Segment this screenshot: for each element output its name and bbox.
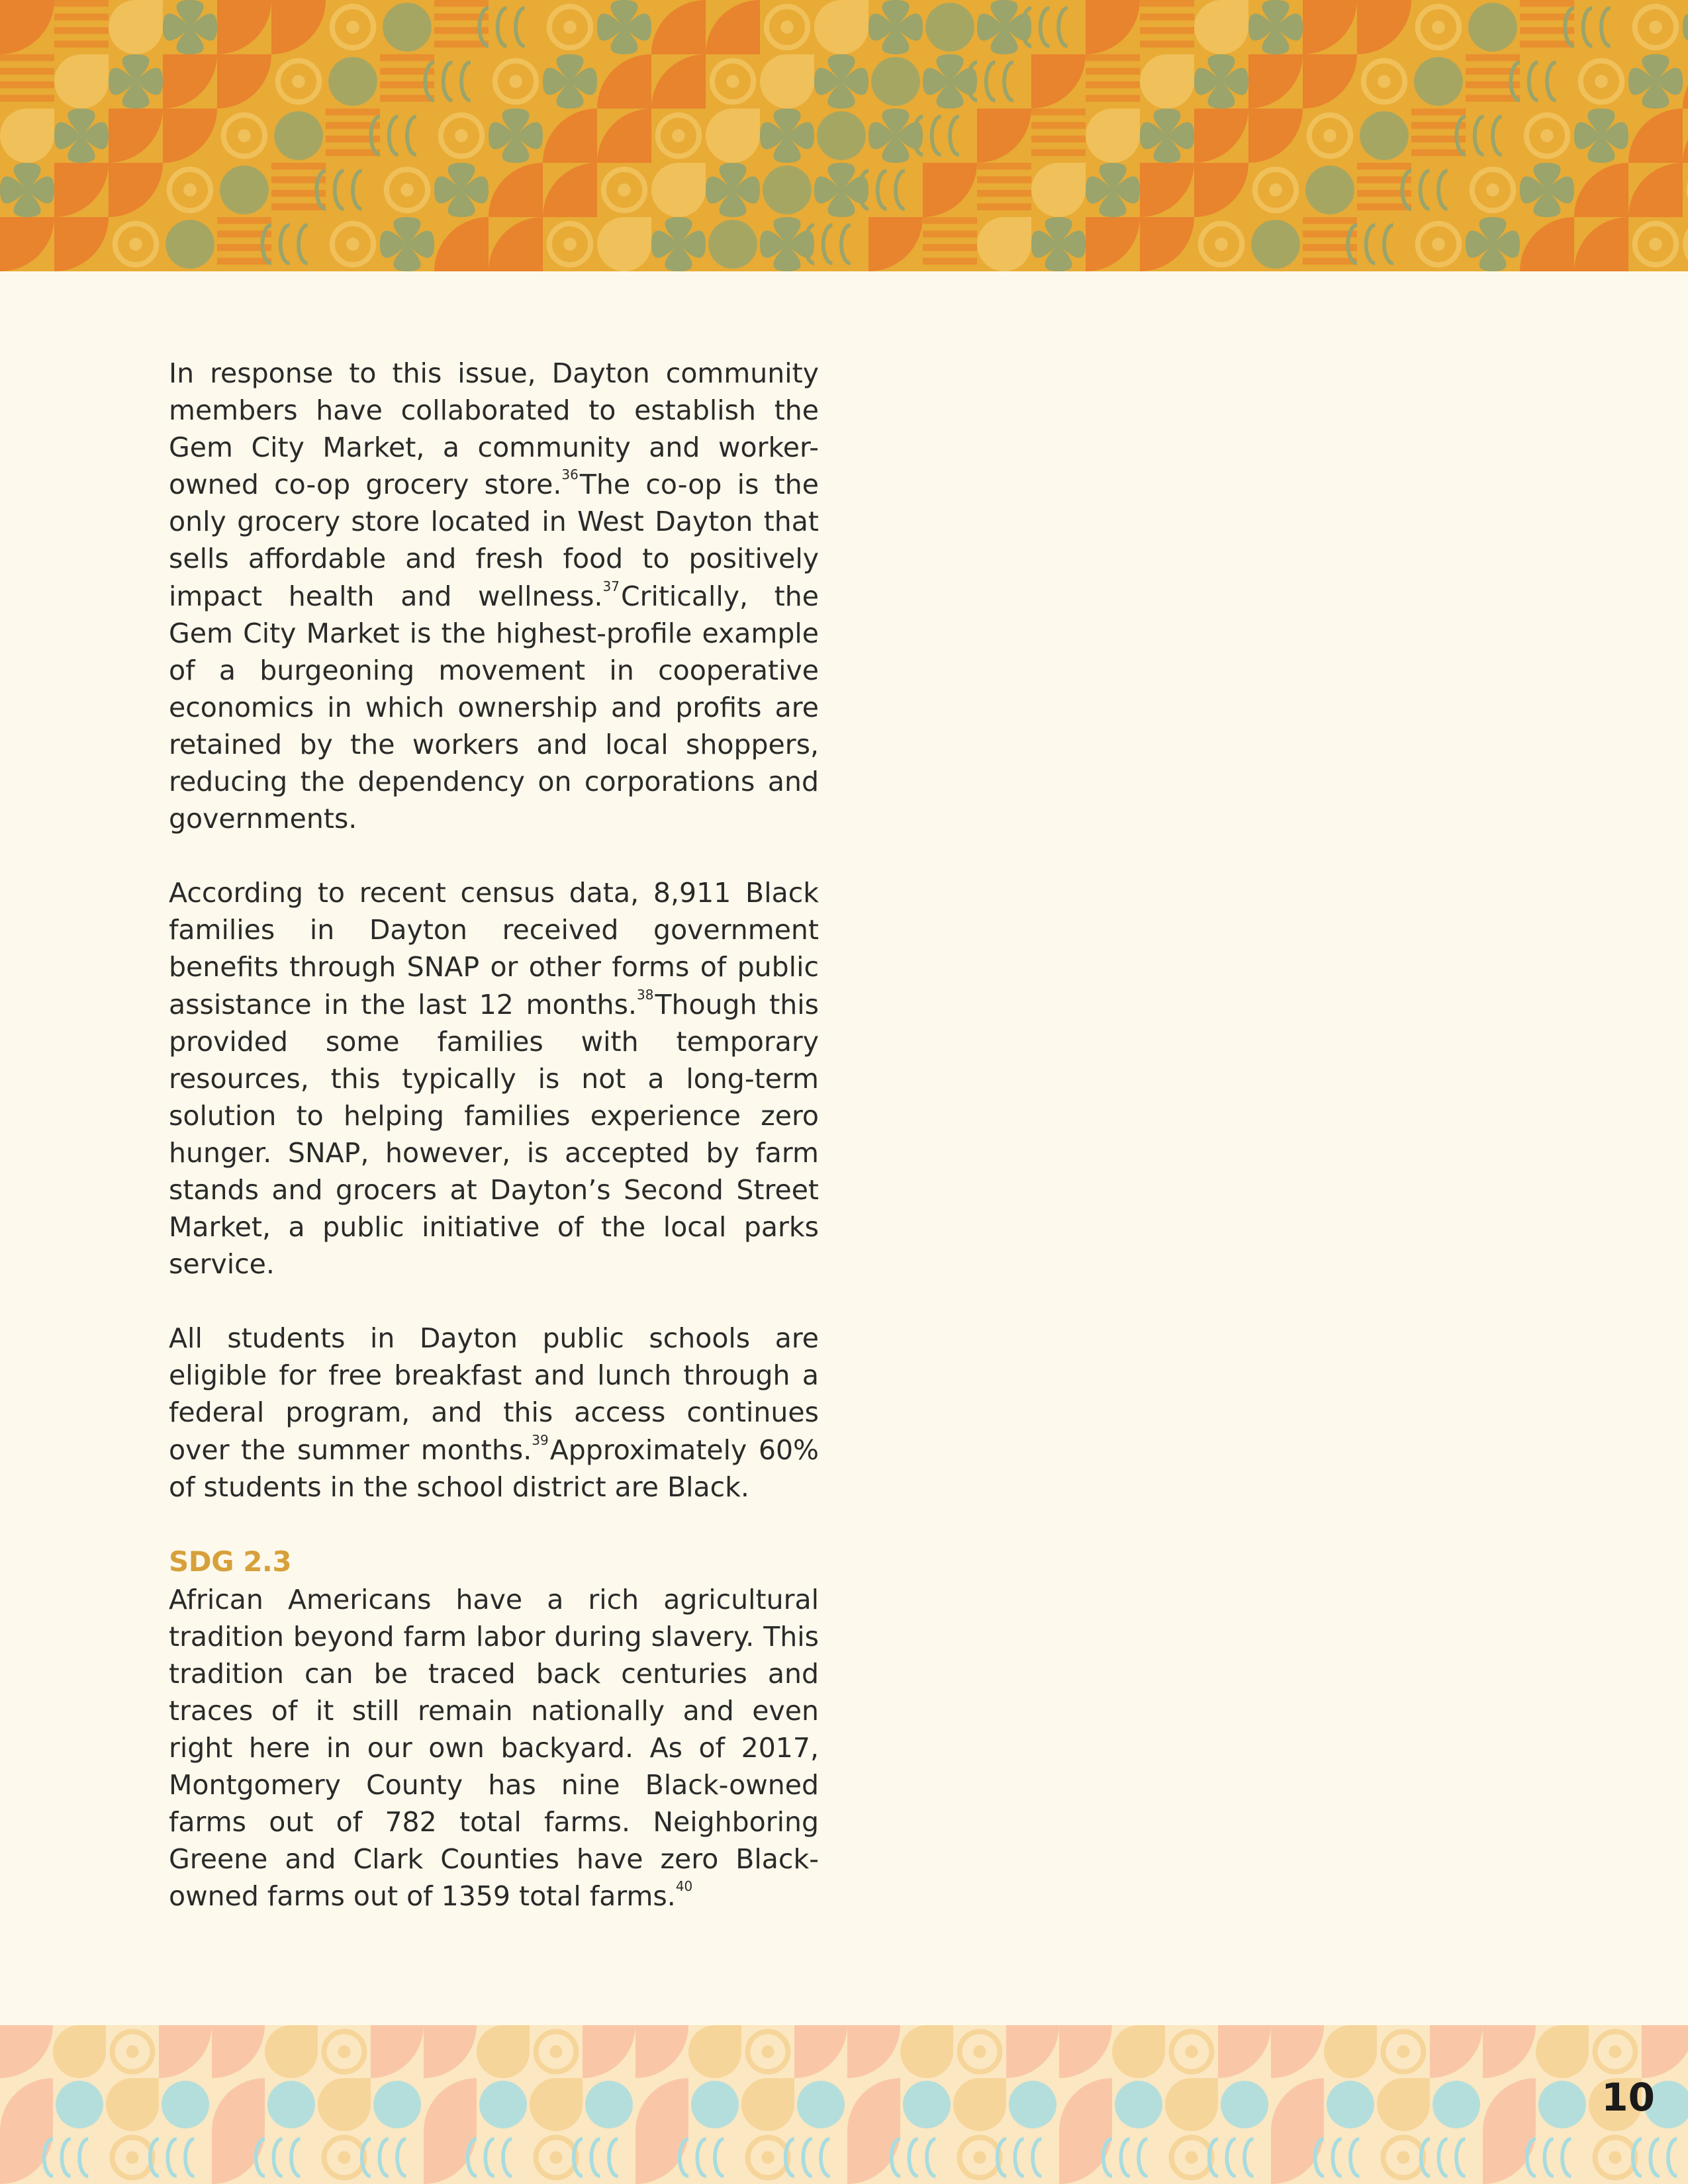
paragraph-agriculture	[169, 1581, 819, 1915]
paragraph-text: Approximately 60% of students in the school district are Black.	[169, 1433, 819, 1503]
footnote-ref[interactable]: 38	[636, 986, 654, 1003]
paragraph-text: All students in Dayton public schools are eligible for free breakfast and lunch through a federal program, and this access continues over the summer months.	[169, 1322, 819, 1466]
header-geometric-pattern	[0, 0, 1688, 271]
footer-geometric-pattern	[0, 2025, 1688, 2184]
footnote-ref[interactable]: 39	[532, 1432, 549, 1448]
paragraph-text: Though this provided some families with temporary resources, this typically is not a long-term solution to helping families experience zero hunger. SNAP, however, is accepted by farm stands and grocers at Dayton’s Second Street Market, a public initiative of the local parks service.	[169, 988, 819, 1281]
paragraph-gem-city-market	[169, 355, 819, 837]
page-content	[169, 355, 819, 1915]
footnote-ref[interactable]: 40	[675, 1878, 693, 1895]
paragraph-text: Critically, the Gem City Market is the highest-profile example of a burgeoning movement in cooperative economics in which ownership and profits are retained by the workers and local shoppers, reducing the dependency on corporations and governments.	[169, 580, 820, 835]
footnote-ref[interactable]: 36	[561, 467, 579, 483]
paragraph-text: In response to this issue, Dayton community members have collaborated to establish the Gem City Market, a community and worker-owned co-op grocery store.	[169, 357, 819, 501]
paragraph-text: According to recent census data, 8,911 Black families in Dayton received government benefits through SNAP or other forms of public assistance in the last 12 months.	[169, 877, 819, 1021]
footnote-ref[interactable]: 37	[602, 578, 620, 594]
paragraph-text: The co-op is the only grocery store located in West Dayton that sells affordable and fresh food to positively impact health and wellness.	[169, 469, 819, 612]
header-pattern-band	[0, 0, 1688, 271]
paragraph-school-meals	[169, 1320, 819, 1505]
footer-pattern-band	[0, 2025, 1688, 2184]
page-number: 10	[1601, 2075, 1655, 2120]
paragraph-snap-benefits	[169, 874, 819, 1283]
paragraph-text: African Americans have a rich agricultural tradition beyond farm labor during slavery. This tradition can be traced back centuries and traces of it still remain nationally and even right here in our own backyard. As of 2017, Montgomery County has nine Black-owned farms out of 782 total farms. Neighboring Greene and Clark Counties have zero Black-owned farms out of 1359 total farms.	[169, 1583, 819, 1913]
section-heading: SDG 2.3	[169, 1545, 292, 1578]
